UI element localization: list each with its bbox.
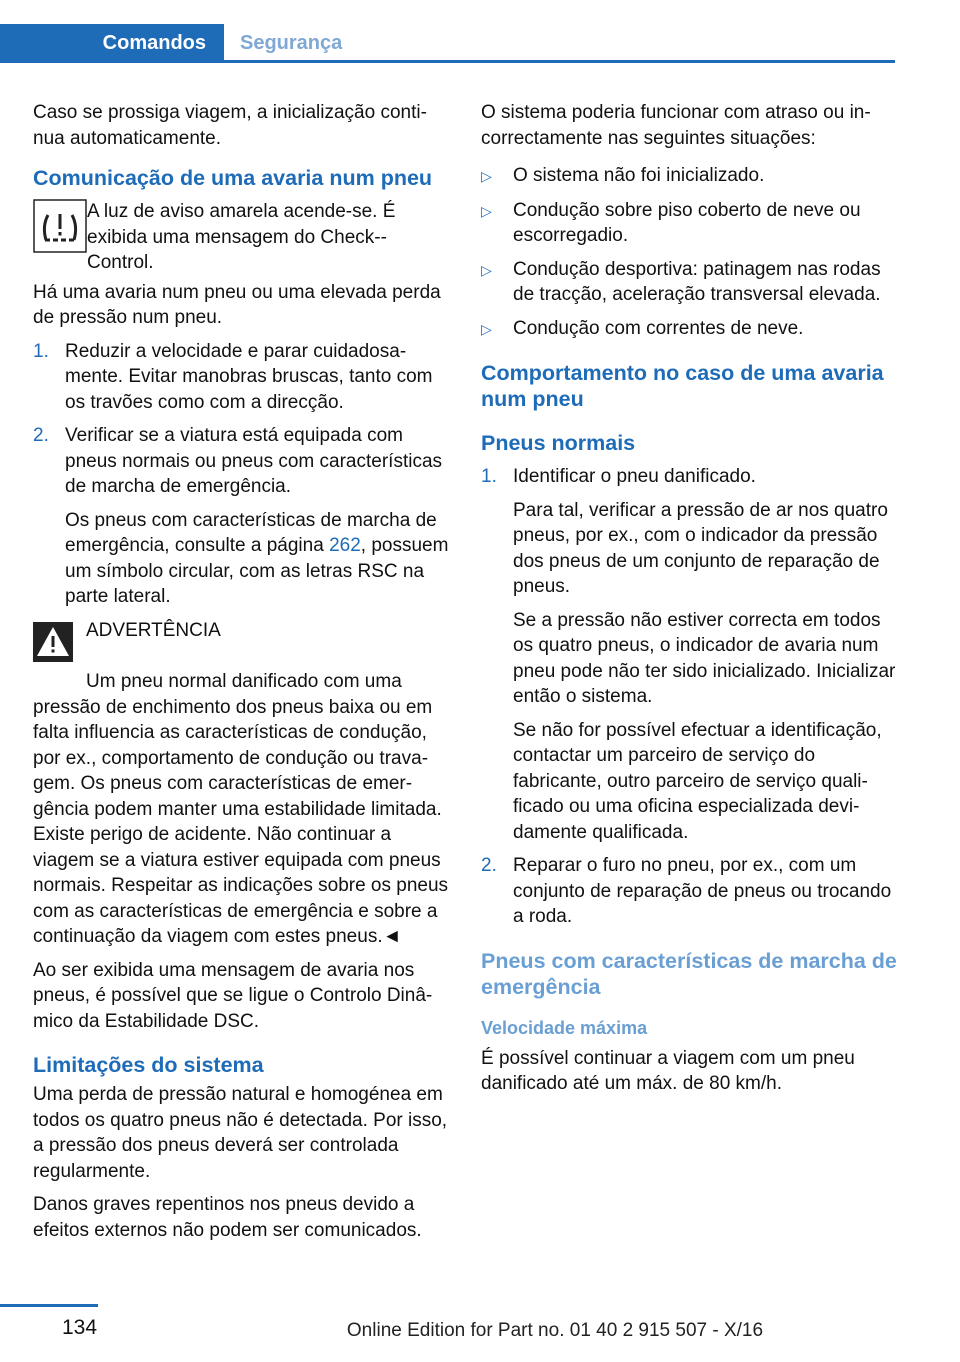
tab-seguranca[interactable]	[240, 24, 342, 62]
list-subtext: Se a pressão não estiver correcta em todos os quatro pneus, o indicador de avaria num pneu pode não ter sido inicializado. Inicializar então o sistema.	[513, 609, 896, 707]
subtext-before: Os pneus com características de marcha de emergência, consulte a página	[65, 509, 437, 556]
list-text: Identificar o pneu danificado.	[513, 466, 756, 487]
list-text: Condução desportiva: patinagem nas rodas de tracção, aceleração transversal elevada.	[513, 258, 881, 305]
heading-limits: Limitações do sistema	[33, 1053, 264, 1077]
dsc-text: Ao ser exibida uma mensagem de avaria nos pneus, é possível que se ligue o Controlo Dinâmico da Estabilidade DSC.	[33, 959, 433, 1032]
list-text: O sistema não foi inicializado.	[513, 165, 765, 186]
list-text: Condução sobre piso coberto de neve ou escorregadio.	[513, 199, 861, 246]
page-number: 134	[62, 1316, 98, 1339]
limits-paragraph-2: Danos graves repentinos nos pneus devido a efeitos externos não podem ser comunicados.	[33, 1194, 422, 1241]
tab-seguranca-label: Segurança	[240, 31, 343, 54]
tab-comandos-label: Comandos	[102, 31, 206, 54]
fault-notice-text: A luz de aviso amarela acende-se. É exibida uma mensagem do Check--Control.	[87, 201, 396, 273]
heading-max-speed: Velocidade máxima	[481, 1017, 648, 1038]
heading-runflat: Pneus com características de marcha de emergência	[481, 948, 897, 999]
list-text: Reduzir a velocidade e parar cuidadosamente. Evitar manobras bruscas, tanto com os travões como com a direcção.	[65, 340, 433, 413]
page-number-rule	[0, 1304, 98, 1307]
warning-box	[33, 618, 449, 950]
bullet-icon: ▷	[481, 168, 492, 184]
speed-text: É possível continuar a viagem com um pneu danificado até um máx. de 80 km/h.	[481, 1047, 855, 1094]
right-intro: O sistema poderia funcionar com atraso ou incorrectamente nas seguintes situações:	[481, 102, 871, 149]
page-link[interactable]: 262	[329, 535, 361, 556]
intro-paragraph: Caso se prossiga viagem, a inicialização continua automaticamente.	[33, 102, 427, 149]
list-item	[481, 163, 897, 190]
bullet-icon: ▷	[481, 202, 492, 219]
heading-normal-tyres: Pneus normais	[481, 431, 636, 455]
warning-text: Um pneu normal danificado com uma pressão de enchimento dos pneus baixa ou em falta influencia as características de condução, por ex., comportamento de condução ou travagem. Os pneus com características de emergência podem manter uma estabilidade limitada. Existe perigo de acidente. Não continuar a viagem se a viatura estiver equipada com pneus normais. Respeitar as indicações sobre os pneus com as características de emergência e sobre a continuação da viagem com estes pneus.◄	[33, 671, 449, 947]
list-item	[481, 316, 897, 343]
list-subtext	[65, 508, 449, 610]
list-text: Condução com correntes de neve.	[513, 317, 804, 339]
list-number: 1.	[481, 466, 497, 487]
fault-text: Há uma avaria num pneu ou uma elevada perda de pressão num pneu.	[33, 281, 441, 328]
list-item	[481, 853, 897, 930]
header-rule	[0, 60, 895, 63]
list-item	[481, 198, 897, 249]
list-number: 2.	[33, 425, 49, 446]
list-subtext: Para tal, verificar a pressão de ar nos quatro pneus, por ex., com o indicador da pressão dos pneus de um conjunto de reparação de pneus.	[513, 499, 888, 597]
bullet-icon: ▷	[481, 320, 492, 337]
warning-triangle-icon	[33, 618, 73, 670]
list-number: 1.	[33, 340, 49, 362]
tire-pressure-warning-icon	[33, 199, 71, 276]
subtext-after: , possuem um símbolo circular, com as letras RSC na parte lateral.	[65, 535, 449, 607]
limits-paragraph-1: Uma perda de pressão natural e homogénea em todos os quatro pneus não é detectada. Por isso, a pressão dos pneus deverá ser controlada regularmente.	[33, 1084, 448, 1182]
list-item	[481, 257, 897, 308]
bullet-icon: ▷	[481, 261, 492, 278]
list-text: Verificar se a viatura está equipada com pneus normais ou pneus com características de marcha de emergência.	[65, 425, 443, 497]
heading-behavior: Comportamento no caso de uma avaria num pneu	[481, 361, 884, 411]
warning-title: ADVERTÊNCIA	[86, 619, 221, 641]
tab-comandos[interactable]	[0, 24, 224, 62]
list-text: Reparar o furo no pneu, por ex., com um conjunto de reparação de pneus ou trocando a roda.	[513, 855, 892, 927]
list-item	[33, 339, 449, 416]
right-column	[481, 100, 897, 1105]
left-column	[33, 100, 449, 1251]
list-item	[33, 423, 449, 610]
heading-fault: Comunicação de uma avaria num pneu	[33, 166, 433, 190]
list-subtext: Se não for possível efectuar a identificação, contactar um parceiro de serviço do fabricante, outro parceiro de serviço qualificado ou uma oficina especializada devidamente qualificada.	[513, 719, 882, 843]
list-number: 2.	[481, 855, 497, 876]
fault-notice	[33, 199, 449, 276]
footer-edition: Online Edition for Part no. 01 40 2 915 507 - X/16	[346, 1320, 764, 1341]
list-item	[481, 464, 897, 845]
